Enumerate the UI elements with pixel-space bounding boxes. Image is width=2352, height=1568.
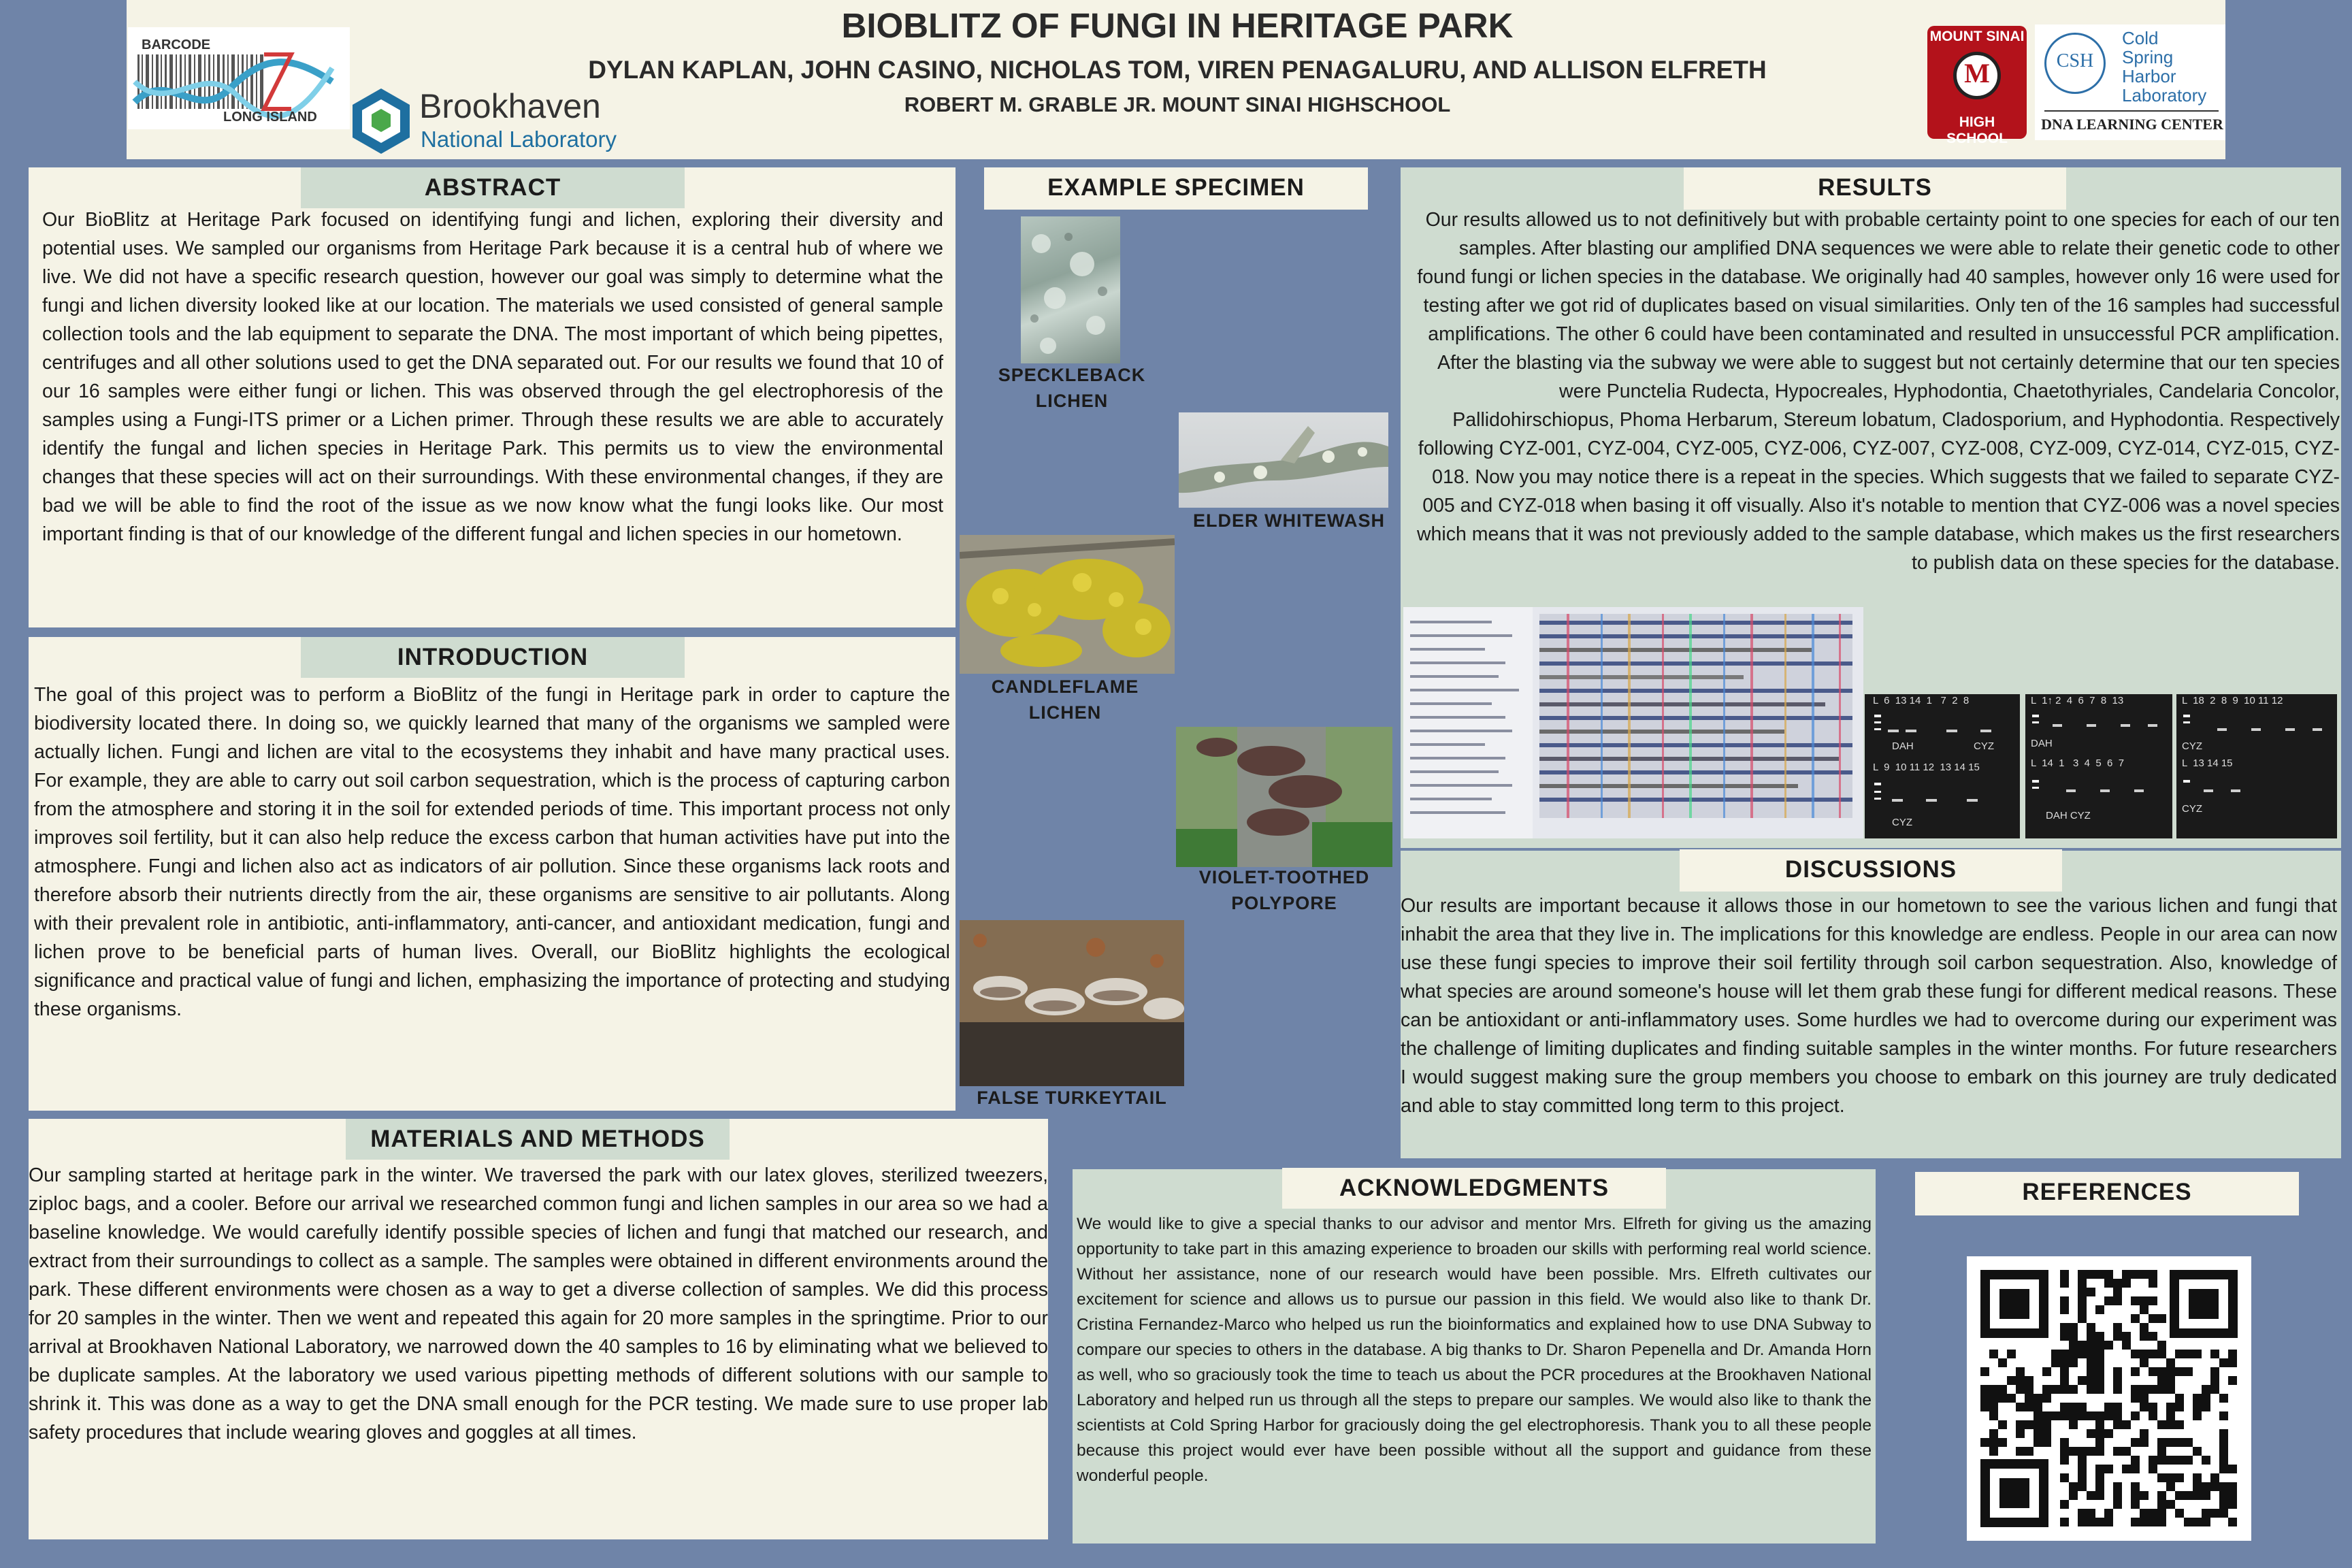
introduction-text: The goal of this project was to perform a BioBlitz of the fungi in Heritage park in order to capture the biodiversity located there. In doing so, we quickly learned that many of the organisms we sampled were actually lichen. Fungi and lichen are vital to the ecosystems they inhabit and have many practical uses. For example, they are able to carry out soil carbon sequestration, which is the process of capturing carbon from the atmosphere and storing it in the soil for extended periods of time. This important process not only improves soil fertility, but it can also help reduce the excess carbon that human activities have put into the atmosphere. Fungi and lichen also act as indicators of air pollution. Since these organisms lack roots and therefore absorb their nutrients directly from the air, these organisms are sensitive to air pollutants. Along with their prevalent role in antibiotic, anti-inflammatory, anti-cancer, and antioxidant medication, fungi and lichen prove to be beneficial parts of human lives. Overall, our BioBlitz highlights the ecological significance and practical value of fungi and lichen, emphasizing the importance of protecting and studying these organisms. <box>34 684 950 1020</box>
gel-image-1 <box>1865 694 2020 838</box>
brookhaven-name: Brookhaven <box>419 87 601 125</box>
discussions-text: Our results are important because it allows those in our hometown to see the various lichen and fungi that inhabit the area that they live in. The implications for this knowledge are endless. People in our area can now use these fungi species to improve their soil fertility through soil carbon sequestration. Also, knowledge of what species are around someone's house will let them grab these fungi for different medical reasons. These can be antioxidant or anti-inflammatory uses. Some hurdles we had to overcome during our experiment was the challenge of limiting duplicates and finding suitable samples in the winter months. For future researchers I would suggest making sure the group members you choose to embark on this journey are truly dedicated and able to stay committed long term to this project. <box>1401 895 2337 1117</box>
gel-image-3 <box>2176 694 2337 838</box>
candleflame-lichen-photo <box>960 535 1175 674</box>
gel-1-bottom-lanes: L 9 10 11 12 13 14 15 <box>1873 762 1980 773</box>
results-text: Our results allowed us to not definitively but with probable certainty point to one species for each of our ten samples. After blasting our amplified DNA sequences we were able to relate their genetic code to other found fungi or lichen species in the database. We originally had 40 samples, however only 16 were used for testing after we got rid of duplicates based on visual similarities. Only ten of the 16 samples had successful amplifications. The other 6 could have been contaminated and resulted in unsuccessful PCR amplification. After the blasting via the subway we were able to suggest but not certainly determine that our ten species were Punctelia Rudecta, Hypocreales, Hyphodontia, Chaetothyriales, Candelaria Concolor, Pallidohirschiopus, Phoma Herbarum, Stereum lobatum, Cladosporium, and Hyphodontia. Respectively following CYZ-001, CYZ-004, CYZ-005, CYZ-006, CYZ-007, CYZ-008, CYZ-009, CYZ-014, CYZ-015, CYZ-018. Now you may notice there is a repeat in the species. Which suggests that we failed to separate CYZ-005 and CYZ-018 when basing it off visually. Also it's notable to mention that CYZ-006 was a novel species which means that it was not previously added to the sample database, which makes us the first researchers to publish data on these species for the database. <box>1416 209 2340 574</box>
violet-toothed-polypore-caption: VIOLET-TOOTHED POLYPORE <box>1198 867 1370 913</box>
methods-heading: MATERIALS AND METHODS <box>346 1119 730 1160</box>
sequence-alignment-image <box>1403 607 1863 838</box>
abstract-heading: ABSTRACT <box>301 167 685 208</box>
csh-line-1: Cold <box>2122 28 2159 48</box>
csh-line-4: Laboratory <box>2122 85 2207 105</box>
gel-3-label-cyz: CYZ <box>2182 803 2202 815</box>
abstract-text: Our BioBlitz at Heritage Park focused on identifying fungi and lichen, exploring their diversity and potential uses. We sampled our organisms from Heritage Park because it is a central hub of where we live. We did not have a specific research question, however our goal was simply to determine what the fungi and lichen diversity looked like at our location. The materials we used consisted of general sample collection tools and the lab equipment to separate the DNA. The most important of which being pipettes, centrifuges and all other solutions used to get the DNA separated out. For our results we found that 10 of our 16 samples were either fungi or lichen. This was observed through the gel electrophoresis of the samples using a Fungi-ITS primer or a Lichen primer. Through these results we are able to accurately identify the fungal and lichen species in Heritage Park. This permits us to view the environmental changes that these species will act on their surroundings. With these environmental changes, if they are bad we will be able to find the root of the issue as we now know what the fungi looks like. Our most important finding is that of our knowledge of the different fungal and lichen species in our hometown. <box>42 209 943 545</box>
discussions-heading: DISCUSSIONS <box>1680 849 2062 892</box>
references-heading: REFERENCES <box>1915 1172 2299 1215</box>
violet-toothed-polypore-photo <box>1176 727 1392 867</box>
gel-2-bottom-lanes: L 14 1 3 4 5 6 7 <box>2031 757 2125 769</box>
introduction-heading: INTRODUCTION <box>301 637 685 678</box>
acknowledgments-text: We would like to give a special thanks to our advisor and mentor Mrs. Elfreth for giving us the amazing opportunity to take part in this amazing experience to broaden our skills with performing real world science. Without her assistance, none of our research would have been possible. Mrs. Elfreth cultivates our excitement for science and allows us to pursue our passion in this field. We would also like to thank Dr. Cristina Fernandez-Marco who helped us run the bioinformatics and explained how to use DNA Subway to compare our species to others in the database. A big thanks to Dr. Sharon Pepenella and Dr. Amanda Horn as well, who so graciously took the time to teach us about the PCR procedures at the Brookhaven National Laboratory and helped run us through all the steps to prepare our samples. We would also like to thank the scientists at Cold Spring Harbor for graciously doing the gel electrophoresis. Thank you to all these people because this project would ever have been possible without all the support and guidance from these wonderful people. <box>1077 1215 1872 1485</box>
gel-1-label-cyz-top: CYZ <box>1974 740 1994 752</box>
gel-image-2 <box>2025 694 2172 838</box>
mount-sinai-bottom-text: HIGH SCHOOL <box>1946 114 2008 146</box>
results-heading: RESULTS <box>1684 167 2066 210</box>
csh-line-2: Spring <box>2122 47 2174 67</box>
false-turkeytail-photo <box>960 920 1184 1086</box>
barcode-long-island-logo <box>128 27 350 129</box>
gel-2-label-dah: DAH <box>2031 738 2053 749</box>
specimen-heading: EXAMPLE SPECIMEN <box>984 167 1368 210</box>
references-qr-code[interactable] <box>1967 1256 2251 1541</box>
barcode-logo-top-text: BARCODE <box>142 37 211 52</box>
gel-3-label-cyz-top: CYZ <box>2182 740 2202 752</box>
gel-2-label-dah-cyz: DAH CYZ <box>2046 810 2091 821</box>
elder-whitewash-caption: ELDER WHITEWASH <box>1193 510 1385 531</box>
barcode-logo-bottom-text: LONG ISLAND <box>223 110 317 125</box>
poster-authors: DYLAN KAPLAN, JOHN CASINO, NICHOLAS TOM, VIREN PENAGALURU, AND ALLISON ELFRETH <box>588 56 1767 84</box>
brookhaven-logo <box>348 84 634 159</box>
elder-whitewash-photo <box>1179 412 1388 508</box>
csh-line-3: Harbor <box>2122 66 2176 86</box>
poster-title: BIOBLITZ OF FUNGI IN HERITAGE PARK <box>841 6 1514 45</box>
brookhaven-subtitle: National Laboratory <box>421 127 617 152</box>
gel-2-top-lanes: L 1↑ 2 4 6 7 8 13 <box>2031 695 2124 706</box>
false-turkeytail-caption: FALSE TURKEYTAIL <box>977 1088 1167 1108</box>
candleflame-lichen-caption: CANDLEFLAME LICHEN <box>991 676 1139 723</box>
mount-sinai-letter: M <box>1964 58 1990 88</box>
gel-3-top-lanes: L 18 2 8 9 10 11 12 <box>2182 695 2283 706</box>
cold-spring-harbor-logo <box>2035 24 2225 140</box>
csh-mark: CSH <box>2056 50 2094 71</box>
poster-school: ROBERT M. GRABLE JR. MOUNT SINAI HIGHSCHOOL <box>904 93 1451 116</box>
gel-1-top-lanes: L 6 13 14 1 7 2 8 <box>1873 695 1970 706</box>
methods-text: Our sampling started at heritage park in the winter. We traversed the park with our latex gloves, sterilized tweezers, ziploc bags, and a cooler. Before our arrival we researched common fungi and lichen samples in our area so we had a baseline knowledge. We would carefully identify possible species of lichen and fungi that matched our research, and extract from their surroundings to collect as a sample. The samples were obtained in different environments around the park. These different environments were chosen as a way to get a diverse collection of samples. We did this process for 20 samples in the winter. Then we went and repeated this again for 20 more samples in the springtime. Prior to our arrival at Brookhaven National Laboratory, we narrowed down the 40 samples to 16 by eliminating what we believed to be duplicate samples. At the laboratory we used various pipetting methods of different solutions with our sample to shrink it. This was done as a way to get the DNA small enough for the PCR testing. We made sure to use proper lab safety procedures that include wearing gloves and goggles at all times. <box>29 1164 1048 1443</box>
mount-sinai-top-text: MOUNT SINAI <box>1929 29 2025 44</box>
gel-3-bottom-lanes: L 13 14 15 <box>2182 757 2233 769</box>
acknowledgments-heading: ACKNOWLEDGMENTS <box>1282 1168 1666 1209</box>
mount-sinai-logo <box>1927 26 2027 146</box>
csh-divider <box>2044 110 2219 112</box>
gel-1-label-cyz: CYZ <box>1892 817 1912 828</box>
dna-learning-center: DNA LEARNING CENTER <box>2041 116 2223 133</box>
speckleback-lichen-caption: SPECKLEBACK LICHEN <box>998 365 1146 411</box>
speckleback-lichen-photo <box>1021 216 1120 363</box>
gel-1-label-dah: DAH <box>1892 740 1914 752</box>
